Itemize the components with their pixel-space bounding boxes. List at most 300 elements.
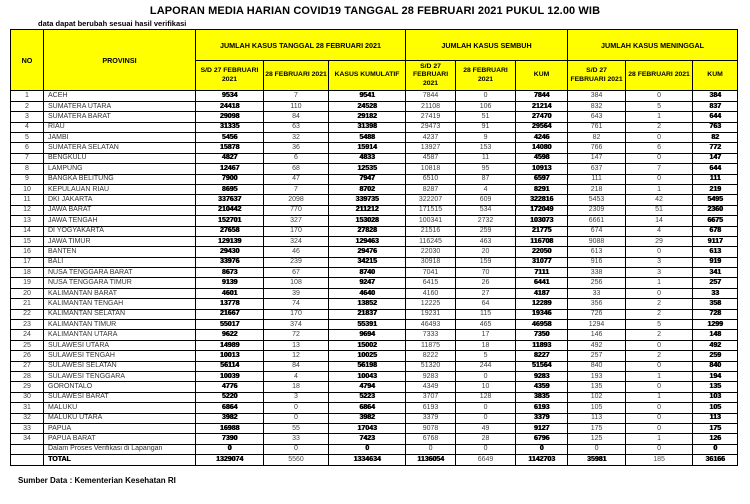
row-value: 27828 — [329, 226, 406, 236]
row-province: KALIMANTAN UTARA — [44, 330, 196, 340]
row-value: 1 — [626, 434, 693, 444]
table-row — [11, 309, 738, 319]
row-value: 356 — [568, 299, 626, 309]
row-value: 0 — [626, 288, 693, 298]
row-value: 0 — [264, 413, 329, 423]
row-province: DKI JAKARTA — [44, 195, 196, 205]
row-value: 6510 — [406, 174, 456, 184]
row-value: 16988 — [196, 423, 264, 433]
row-value: 153028 — [329, 216, 406, 226]
table-row — [11, 143, 738, 153]
row-province: RIAU — [44, 122, 196, 132]
row-value: 0 — [456, 403, 516, 413]
group-header-kasus: JUMLAH KASUS TANGGAL 28 FEBRUARI 2021 — [196, 30, 406, 61]
row-value: 0 — [456, 444, 516, 454]
row-no: 31 — [11, 403, 44, 413]
row-value: 374 — [264, 320, 329, 330]
row-value: 26 — [456, 278, 516, 288]
row-value: 125 — [568, 434, 626, 444]
row-value: 19231 — [406, 309, 456, 319]
row-value: 3835 — [516, 392, 568, 402]
table-row — [11, 268, 738, 278]
row-value: 0 — [626, 444, 693, 454]
row-value: 1294 — [568, 320, 626, 330]
table-row — [11, 257, 738, 267]
row-value: 29473 — [406, 122, 456, 132]
row-value: 14 — [626, 216, 693, 226]
row-province: KALIMANTAN SELATAN — [44, 309, 196, 319]
row-value: 18 — [264, 382, 329, 392]
row-value: 29 — [626, 236, 693, 246]
row-value: 4160 — [406, 288, 456, 298]
table-row — [11, 423, 738, 433]
row-no: 8 — [11, 164, 44, 174]
row-value: 766 — [568, 143, 626, 153]
row-value: 259 — [693, 351, 738, 361]
row-value: 116245 — [406, 236, 456, 246]
row-value: 194 — [693, 372, 738, 382]
row-province: SUMATERA UTARA — [44, 101, 196, 111]
row-value: 6675 — [693, 216, 738, 226]
row-value: 185 — [626, 455, 693, 465]
row-no: 12 — [11, 205, 44, 215]
row-value: 7423 — [329, 434, 406, 444]
row-value: 0 — [264, 403, 329, 413]
row-value: 193 — [568, 372, 626, 382]
row-value: 129139 — [196, 236, 264, 246]
row-value: 102 — [568, 392, 626, 402]
table-row — [11, 320, 738, 330]
row-value: 20 — [456, 247, 516, 257]
row-value: 0 — [693, 444, 738, 454]
row-no — [11, 455, 44, 465]
row-no: 5 — [11, 133, 44, 143]
row-value: 6796 — [516, 434, 568, 444]
row-value: 7350 — [516, 330, 568, 340]
row-value: 4349 — [406, 382, 456, 392]
row-value: 103 — [693, 392, 738, 402]
row-value: 22030 — [406, 247, 456, 257]
row-value: 11893 — [516, 340, 568, 350]
row-value: 465 — [456, 320, 516, 330]
row-value: 6768 — [406, 434, 456, 444]
row-value: 3982 — [196, 413, 264, 423]
row-value: 55 — [264, 423, 329, 433]
row-value: 6193 — [516, 403, 568, 413]
table-row — [11, 236, 738, 246]
row-value: 6864 — [329, 403, 406, 413]
row-value: 152701 — [196, 216, 264, 226]
row-value: 534 — [456, 205, 516, 215]
row-value: 2732 — [456, 216, 516, 226]
row-value: 3 — [626, 268, 693, 278]
row-value: 27658 — [196, 226, 264, 236]
row-value: 5 — [456, 351, 516, 361]
row-value: 135 — [693, 382, 738, 392]
row-value: 7947 — [329, 174, 406, 184]
row-value: 210442 — [196, 205, 264, 215]
table-row — [11, 340, 738, 350]
row-value: 327 — [264, 216, 329, 226]
row-no: 29 — [11, 382, 44, 392]
row-value: 111 — [568, 174, 626, 184]
sub-header-kasus-kumulatif: KASUS KUMULATIF — [329, 61, 406, 91]
row-no: 26 — [11, 351, 44, 361]
row-no: 7 — [11, 153, 44, 163]
row-value: 0 — [626, 174, 693, 184]
row-province: BENGKULU — [44, 153, 196, 163]
row-value: 7041 — [406, 268, 456, 278]
row-no: 14 — [11, 226, 44, 236]
row-no: 23 — [11, 320, 44, 330]
row-province: KEPULAUAN RIAU — [44, 184, 196, 194]
row-value: 32 — [264, 133, 329, 143]
row-value: 5 — [626, 101, 693, 111]
row-value: 832 — [568, 101, 626, 111]
row-value: 322816 — [516, 195, 568, 205]
row-no: 1 — [11, 91, 44, 101]
row-no — [11, 444, 44, 454]
row-value: 146 — [568, 330, 626, 340]
row-value: 115 — [456, 309, 516, 319]
group-header-sembuh: JUMLAH KASUS SEMBUH — [406, 30, 568, 61]
row-value: 21108 — [406, 101, 456, 111]
row-value: 5453 — [568, 195, 626, 205]
row-no: 34 — [11, 434, 44, 444]
row-value: 70 — [456, 268, 516, 278]
row-province: SULAWESI UTARA — [44, 340, 196, 350]
source-note: Sumber Data : Kementerian Kesehatan RI — [18, 475, 176, 485]
row-value: 218 — [568, 184, 626, 194]
row-value: 68 — [264, 164, 329, 174]
table-row — [11, 361, 738, 371]
row-value: 2 — [626, 351, 693, 361]
row-value: 341 — [693, 268, 738, 278]
row-no: 28 — [11, 372, 44, 382]
row-value: 147 — [693, 153, 738, 163]
row-value: 4359 — [516, 382, 568, 392]
row-value: 0 — [456, 413, 516, 423]
row-value: 0 — [626, 133, 693, 143]
row-value: 2360 — [693, 205, 738, 215]
row-value: 10818 — [406, 164, 456, 174]
table-row — [11, 413, 738, 423]
row-value: 22050 — [516, 247, 568, 257]
row-no: 11 — [11, 195, 44, 205]
row-value: 148 — [693, 330, 738, 340]
row-value: 2 — [626, 299, 693, 309]
page-title: LAPORAN MEDIA HARIAN COVID19 TANGGAL 28 FEBRUARI 2021 PUKUL 12.00 WIB — [149, 5, 601, 17]
row-value: 7 — [626, 164, 693, 174]
row-value: 239 — [264, 257, 329, 267]
table-row — [11, 133, 738, 143]
row-value: 17 — [456, 330, 516, 340]
row-value: 129463 — [329, 236, 406, 246]
row-value: 6649 — [456, 455, 516, 465]
row-value: 27 — [456, 288, 516, 298]
row-value: 0 — [456, 91, 516, 101]
row-province: ACEH — [44, 91, 196, 101]
row-province: KALIMANTAN BARAT — [44, 288, 196, 298]
table-row — [11, 330, 738, 340]
row-value: 840 — [568, 361, 626, 371]
row-value: 42 — [626, 195, 693, 205]
row-value: 63 — [264, 122, 329, 132]
row-value: 0 — [456, 372, 516, 382]
table-body — [11, 91, 738, 465]
table-row — [11, 122, 738, 132]
row-value: 916 — [568, 257, 626, 267]
row-value: 3 — [626, 257, 693, 267]
table-row — [11, 91, 738, 101]
table-row — [11, 195, 738, 205]
row-value: 29430 — [196, 247, 264, 257]
row-value: 0 — [626, 382, 693, 392]
row-value: 33976 — [196, 257, 264, 267]
row-value: 9078 — [406, 423, 456, 433]
row-value: 9127 — [516, 423, 568, 433]
row-value: 30918 — [406, 257, 456, 267]
row-value: 2 — [626, 309, 693, 319]
row-value: 259 — [456, 226, 516, 236]
row-province: MALUKU — [44, 403, 196, 413]
row-value: 8673 — [196, 268, 264, 278]
row-value: 51320 — [406, 361, 456, 371]
row-value: 463 — [456, 236, 516, 246]
row-value: 5488 — [329, 133, 406, 143]
row-value: 12467 — [196, 164, 264, 174]
row-value: 12289 — [516, 299, 568, 309]
row-province: PAPUA — [44, 423, 196, 433]
row-province: Dalam Proses Verifikasi di Lapangan — [44, 444, 196, 454]
row-value: 770 — [264, 205, 329, 215]
row-value: 3379 — [516, 413, 568, 423]
row-value: 106 — [456, 101, 516, 111]
row-no: 13 — [11, 216, 44, 226]
row-value: 47 — [264, 174, 329, 184]
row-value: 8227 — [516, 351, 568, 361]
row-value: 11 — [456, 153, 516, 163]
row-value: 19346 — [516, 309, 568, 319]
row-province: KALIMANTAN TIMUR — [44, 320, 196, 330]
row-value: 5495 — [693, 195, 738, 205]
row-value: 6661 — [568, 216, 626, 226]
row-value: 7 — [264, 184, 329, 194]
row-value: 256 — [568, 278, 626, 288]
row-value: 55017 — [196, 320, 264, 330]
row-value: 1 — [626, 112, 693, 122]
row-value: 6193 — [406, 403, 456, 413]
row-value: 1142703 — [516, 455, 568, 465]
row-value: 9117 — [693, 236, 738, 246]
row-value: 56114 — [196, 361, 264, 371]
row-value: 87 — [456, 174, 516, 184]
row-no: 33 — [11, 423, 44, 433]
row-value: 384 — [693, 91, 738, 101]
row-province: SUMATERA SELATAN — [44, 143, 196, 153]
row-value: 609 — [456, 195, 516, 205]
row-value: 82 — [568, 133, 626, 143]
row-value: 172049 — [516, 205, 568, 215]
row-value: 31335 — [196, 122, 264, 132]
row-value: 4776 — [196, 382, 264, 392]
row-value: 0 — [329, 444, 406, 454]
row-value: 3982 — [329, 413, 406, 423]
row-value: 12225 — [406, 299, 456, 309]
table-row — [11, 226, 738, 236]
row-value: 384 — [568, 91, 626, 101]
row-value: 0 — [626, 423, 693, 433]
row-value: 0 — [516, 444, 568, 454]
row-value: 837 — [693, 101, 738, 111]
row-value: 7 — [264, 91, 329, 101]
row-province: GORONTALO — [44, 382, 196, 392]
row-value: 9283 — [516, 372, 568, 382]
row-value: 9247 — [329, 278, 406, 288]
row-no: 30 — [11, 392, 44, 402]
row-value: 36166 — [693, 455, 738, 465]
row-province: TOTAL — [44, 455, 196, 465]
table-row — [11, 351, 738, 361]
row-value: 7844 — [516, 91, 568, 101]
row-value: 128 — [456, 392, 516, 402]
row-value: 2098 — [264, 195, 329, 205]
row-value: 6597 — [516, 174, 568, 184]
row-value: 29564 — [516, 122, 568, 132]
table-row — [11, 382, 738, 392]
row-value: 1 — [626, 278, 693, 288]
row-value: 105 — [568, 403, 626, 413]
row-province: KALIMANTAN TENGAH — [44, 299, 196, 309]
row-value: 919 — [693, 257, 738, 267]
row-value: 644 — [693, 164, 738, 174]
row-value: 0 — [264, 444, 329, 454]
row-value: 51 — [456, 112, 516, 122]
row-value: 4 — [456, 184, 516, 194]
table-row — [11, 164, 738, 174]
row-value: 159 — [456, 257, 516, 267]
row-value: 21667 — [196, 309, 264, 319]
row-province: NUSA TENGGARA BARAT — [44, 268, 196, 278]
sub-header-meninggal-feb28: 28 FEBRUARI 2021 — [626, 61, 693, 91]
row-value: 103073 — [516, 216, 568, 226]
table-row — [11, 247, 738, 257]
table-row — [11, 112, 738, 122]
row-value: 113 — [568, 413, 626, 423]
row-value: 100341 — [406, 216, 456, 226]
row-value: 147 — [568, 153, 626, 163]
row-no: 15 — [11, 236, 44, 246]
row-value: 4 — [264, 372, 329, 382]
row-value: 257 — [568, 351, 626, 361]
row-value: 110 — [264, 101, 329, 111]
row-no: 32 — [11, 413, 44, 423]
row-value: 2 — [626, 330, 693, 340]
row-no: 9 — [11, 174, 44, 184]
sub-header-meninggal-kum: KUM — [693, 61, 738, 91]
table-row — [11, 372, 738, 382]
row-value: 4640 — [329, 288, 406, 298]
row-value: 211212 — [329, 205, 406, 215]
row-no: 18 — [11, 268, 44, 278]
row-value: 244 — [456, 361, 516, 371]
row-value: 840 — [693, 361, 738, 371]
table-row — [11, 174, 738, 184]
row-value: 4601 — [196, 288, 264, 298]
sub-header-kasus-feb28: 28 FEBRUARI 2021 — [264, 61, 329, 91]
row-value: 111 — [693, 174, 738, 184]
row-value: 4237 — [406, 133, 456, 143]
table-row — [11, 184, 738, 194]
report-table — [10, 29, 738, 466]
row-value: 4187 — [516, 288, 568, 298]
row-value: 4587 — [406, 153, 456, 163]
row-value: 105 — [693, 403, 738, 413]
row-value: 84 — [264, 361, 329, 371]
row-value: 55391 — [329, 320, 406, 330]
row-province: SULAWESI SELATAN — [44, 361, 196, 371]
row-value: 1329074 — [196, 455, 264, 465]
row-value: 761 — [568, 122, 626, 132]
row-value: 170 — [264, 226, 329, 236]
row-value: 0 — [568, 444, 626, 454]
row-value: 7844 — [406, 91, 456, 101]
row-value: 28 — [456, 434, 516, 444]
row-value: 8222 — [406, 351, 456, 361]
row-value: 21516 — [406, 226, 456, 236]
row-value: 108 — [264, 278, 329, 288]
sub-header-sembuh-sd27: S/D 27 FEBRUARI 2021 — [406, 61, 456, 91]
col-header-no: NO — [11, 30, 44, 91]
table-row — [11, 392, 738, 402]
row-province: JAWA TENGAH — [44, 216, 196, 226]
row-value: 0 — [626, 247, 693, 257]
sub-header-sembuh-feb28: 28 FEBRUARI 2021 — [456, 61, 516, 91]
row-value: 33 — [568, 288, 626, 298]
row-value: 1299 — [693, 320, 738, 330]
row-no: 24 — [11, 330, 44, 340]
verification-note: data dapat berubah sesuai hasil verifikasi — [38, 19, 187, 28]
row-no: 19 — [11, 278, 44, 288]
row-value: 0 — [196, 444, 264, 454]
row-value: 643 — [568, 112, 626, 122]
row-value: 13778 — [196, 299, 264, 309]
row-value: 10 — [456, 382, 516, 392]
row-value: 358 — [693, 299, 738, 309]
row-province: SULAWESI TENGAH — [44, 351, 196, 361]
row-value: 3379 — [406, 413, 456, 423]
row-value: 1136054 — [406, 455, 456, 465]
table-row — [11, 278, 738, 288]
row-value: 338 — [568, 268, 626, 278]
row-value: 15914 — [329, 143, 406, 153]
row-value: 21775 — [516, 226, 568, 236]
row-value: 13 — [264, 340, 329, 350]
row-value: 4827 — [196, 153, 264, 163]
row-value: 31398 — [329, 122, 406, 132]
row-value: 5560 — [264, 455, 329, 465]
row-province: JAWA BARAT — [44, 205, 196, 215]
row-value: 492 — [693, 340, 738, 350]
row-value: 29476 — [329, 247, 406, 257]
row-value: 24528 — [329, 101, 406, 111]
row-value: 13852 — [329, 299, 406, 309]
row-value: 24418 — [196, 101, 264, 111]
row-value: 7333 — [406, 330, 456, 340]
row-value: 8695 — [196, 184, 264, 194]
row-value: 8291 — [516, 184, 568, 194]
row-value: 10025 — [329, 351, 406, 361]
